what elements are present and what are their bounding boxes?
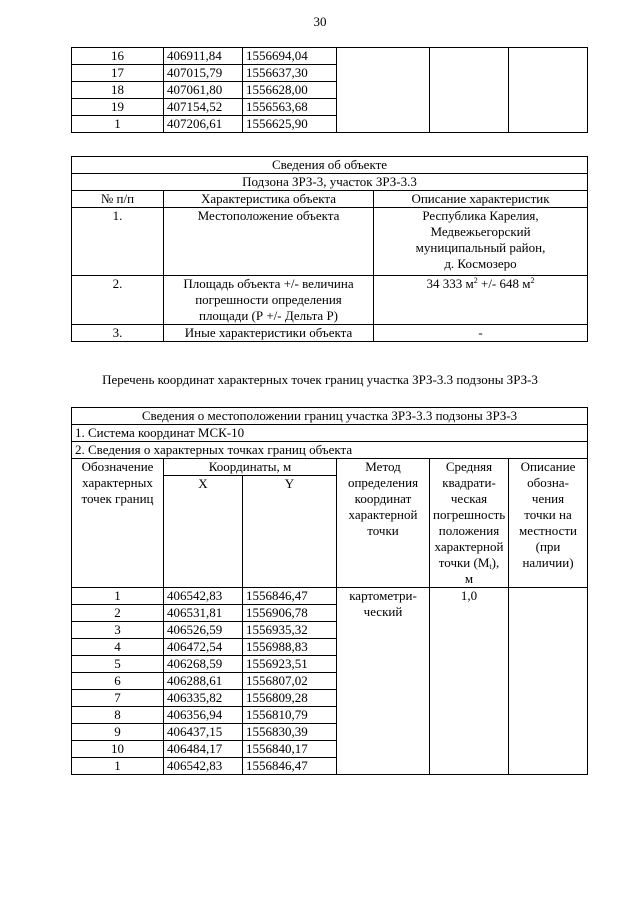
x-coordinate: 406484,17 [164, 741, 243, 758]
y-coordinate: 1556935,32 [243, 622, 337, 639]
x-coordinate: 406531,81 [164, 605, 243, 622]
description-line: Медвежьегорский [430, 224, 531, 239]
x-coordinate: 406526,59 [164, 622, 243, 639]
point-number: 1 [72, 588, 164, 605]
x-coordinate: 406356,94 [164, 707, 243, 724]
y-coordinate: 1556846,47 [243, 758, 337, 775]
x-coordinate: 406472,54 [164, 639, 243, 656]
row-description [374, 208, 588, 276]
y-coordinate: 1556810,79 [243, 707, 337, 724]
header-line: наличии) [522, 555, 574, 570]
characteristic-line: площади (Р +/- Дельта Р) [198, 308, 338, 323]
x-coordinate: 406288,61 [164, 673, 243, 690]
method-cell [337, 48, 430, 133]
point-number: 8 [72, 707, 164, 724]
x-coordinate: 406542,83 [164, 758, 243, 775]
table-row [72, 48, 588, 65]
header-line: (при [535, 539, 561, 554]
point-number: 10 [72, 741, 164, 758]
y-coordinate: 1556830,39 [243, 724, 337, 741]
header-num: № п/п [72, 191, 164, 208]
y-coordinate: 1556906,78 [243, 605, 337, 622]
y-coordinate: 1556807,02 [243, 673, 337, 690]
point-number: 18 [72, 82, 164, 99]
header-line: Средняя [445, 459, 493, 474]
y-coordinate: 1556923,51 [243, 656, 337, 673]
x-coordinate: 406437,15 [164, 724, 243, 741]
description-cell [509, 48, 588, 133]
x-coordinate: 407015,79 [164, 65, 243, 82]
header-characteristic: Характеристика объекта [164, 191, 374, 208]
point-number: 9 [72, 724, 164, 741]
x-coordinate: 406542,83 [164, 588, 243, 605]
row-num: 1. [72, 208, 164, 276]
row-num: 3. [72, 325, 164, 342]
row-characteristic [164, 276, 374, 325]
point-number: 19 [72, 99, 164, 116]
header-line: квадрати- [442, 475, 496, 490]
header-y: Y [243, 476, 337, 588]
header-line: погрешность [433, 507, 506, 522]
row-characteristic: Иные характеристики объекта [164, 325, 374, 342]
area-unit-power: 2 [473, 276, 478, 285]
object-table-subtitle: Подзона ЗРЗ-3, участок ЗРЗ-3.3 [72, 174, 588, 191]
method-cell [337, 588, 430, 775]
point-number: 17 [72, 65, 164, 82]
header-line: ческая [450, 491, 488, 506]
header-line: точки [367, 523, 399, 538]
header-coordinates: Координаты, м [164, 459, 337, 476]
y-coordinate: 1556625,90 [243, 116, 337, 133]
point-number: 7 [72, 690, 164, 707]
header-point-designation [72, 459, 164, 588]
header-line: характерной [348, 507, 418, 522]
header-line: Метод [365, 459, 401, 474]
header-line: точки на [524, 507, 572, 522]
characteristic-line: Площадь объекта +/- величина [183, 276, 354, 291]
description-line: д. Космозеро [444, 256, 517, 271]
x-coordinate: 406335,82 [164, 690, 243, 707]
x-coordinate: 407061,80 [164, 82, 243, 99]
error-symbol: точки (M [438, 555, 490, 570]
point-number: 5 [72, 656, 164, 673]
error-tail: ), [491, 555, 500, 570]
x-coordinate: 406268,59 [164, 656, 243, 673]
boundary-coordinates-table [71, 407, 588, 775]
y-coordinate: 1556846,47 [243, 588, 337, 605]
header-line: обозна- [527, 475, 569, 490]
x-coordinate: 406911,84 [164, 48, 243, 65]
y-coordinate: 1556563,68 [243, 99, 337, 116]
y-coordinate: 1556694,04 [243, 48, 337, 65]
header-line: положения [438, 523, 500, 538]
row-characteristic: Местоположение объекта [164, 208, 374, 276]
area-tolerance: +/- 648 м [477, 276, 531, 291]
coordinates-caption: Перечень координат характерных точек границ участка ЗРЗ-3.3 подзоны ЗРЗ-3 [102, 372, 538, 387]
table-row [72, 588, 588, 605]
x-coordinate: 407206,61 [164, 116, 243, 133]
x-coordinate: 407154,52 [164, 99, 243, 116]
coords-table-title: Сведения о местоположении границ участка ЗРЗ-3.3 подзоны ЗРЗ-3 [72, 408, 588, 425]
page-number: 30 [313, 14, 327, 29]
header-line: характерной [434, 539, 504, 554]
coordinate-system: 1. Система координат МСК-10 [72, 425, 588, 442]
top-coordinates-table [71, 47, 588, 133]
method-line: картометри- [349, 588, 417, 603]
tolerance-unit-power: 2 [530, 276, 535, 285]
point-number: 16 [72, 48, 164, 65]
header-point-description [509, 459, 588, 588]
y-coordinate: 1556809,28 [243, 690, 337, 707]
row-description: - [374, 325, 588, 342]
points-section-heading: 2. Сведения о характерных точках границ объекта [72, 442, 588, 459]
header-line: точек границ [81, 491, 154, 506]
header-line: Обозначение [81, 459, 154, 474]
header-method [337, 459, 430, 588]
header-line: м [464, 571, 474, 586]
y-coordinate: 1556988,83 [243, 639, 337, 656]
point-number: 2 [72, 605, 164, 622]
header-line [433, 555, 505, 571]
header-line: местности [519, 523, 577, 538]
y-coordinate: 1556840,17 [243, 741, 337, 758]
description-line: муниципальный район, [415, 240, 546, 255]
object-table-title: Сведения об объекте [72, 157, 588, 174]
point-number: 3 [72, 622, 164, 639]
point-number: 1 [72, 758, 164, 775]
mean-error-value: 1,0 [430, 588, 509, 775]
error-subscript: t [489, 562, 492, 571]
header-line: характерных [82, 475, 153, 490]
header-line: определения [347, 475, 419, 490]
header-line: Описание [520, 459, 576, 474]
y-coordinate: 1556628,00 [243, 82, 337, 99]
characteristic-line: погрешности определения [195, 292, 342, 307]
point-number: 6 [72, 673, 164, 690]
header-description: Описание характеристик [374, 191, 588, 208]
object-info-table [71, 156, 588, 342]
header-mean-error [430, 459, 509, 588]
error-cell [430, 48, 509, 133]
area-amount: 34 333 м [426, 276, 474, 291]
point-number: 4 [72, 639, 164, 656]
header-line: чения [531, 491, 565, 506]
area-value [374, 276, 588, 325]
header-x: X [164, 476, 243, 588]
row-num: 2. [72, 276, 164, 325]
description-cell [509, 588, 588, 775]
method-line: ческий [363, 604, 403, 619]
y-coordinate: 1556637,30 [243, 65, 337, 82]
point-number: 1 [72, 116, 164, 133]
header-line: координат [354, 491, 412, 506]
description-line: Республика Карелия, [422, 208, 539, 223]
